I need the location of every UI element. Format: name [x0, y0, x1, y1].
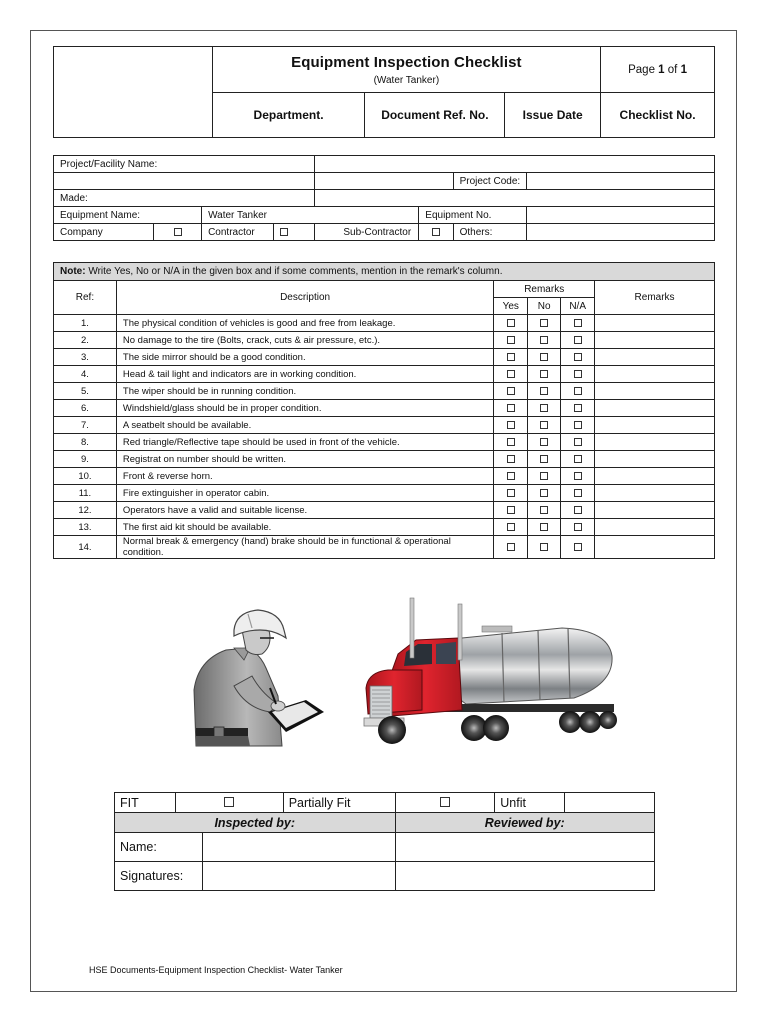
checkbox-icon [507, 438, 515, 446]
na-checkbox[interactable] [561, 468, 595, 485]
row-remarks-field[interactable] [595, 451, 715, 468]
yes-checkbox[interactable] [494, 485, 528, 502]
no-checkbox[interactable] [528, 485, 561, 502]
na-checkbox[interactable] [561, 536, 595, 559]
row-description: Normal break & emergency (hand) brake should be in functional & operational condition. [116, 536, 493, 559]
row-remarks-field[interactable] [595, 366, 715, 383]
checklist-row [54, 502, 715, 519]
row-remarks-field[interactable] [595, 383, 715, 400]
name-label: Name: [115, 833, 203, 862]
inspection-checklist-table [53, 262, 715, 559]
partially-fit-label: Partially Fit [283, 793, 395, 813]
yes-checkbox[interactable] [494, 349, 528, 366]
row-remarks-field[interactable] [595, 434, 715, 451]
issue-date-header: Issue Date [505, 93, 601, 138]
equipment-name-value: Water Tanker [202, 207, 419, 224]
checkbox-icon [540, 438, 548, 446]
made-field[interactable] [315, 190, 715, 207]
row-ref: 2. [54, 332, 117, 349]
row-description: Red triangle/Reflective tape should be used in front of the vehicle. [116, 434, 493, 451]
checkbox-icon [540, 489, 548, 497]
row-ref: 3. [54, 349, 117, 366]
project-info-table [53, 155, 715, 241]
checkbox-icon [574, 543, 582, 551]
project-name-field[interactable] [315, 156, 715, 173]
yes-checkbox[interactable] [494, 434, 528, 451]
row-remarks-field[interactable] [595, 315, 715, 332]
project-code-blank [315, 173, 453, 190]
ref-header: Ref: [54, 281, 117, 315]
project-code-field[interactable] [527, 173, 715, 190]
no-checkbox[interactable] [528, 451, 561, 468]
checkbox-icon [540, 353, 548, 361]
document-title: Equipment Inspection Checklist [291, 53, 522, 71]
checkbox-icon [574, 523, 582, 531]
row-ref: 14. [54, 536, 117, 559]
row-description: Operators have a valid and suitable license. [116, 502, 493, 519]
no-checkbox[interactable] [528, 519, 561, 536]
subcontractor-label: Sub-Contractor [315, 224, 419, 241]
no-checkbox[interactable] [528, 400, 561, 417]
checkbox-icon [574, 455, 582, 463]
project-name-label: Project/Facility Name: [54, 156, 315, 173]
yes-checkbox[interactable] [494, 315, 528, 332]
reviewer-name-field[interactable] [395, 833, 655, 862]
made-label: Made: [54, 190, 315, 207]
checkbox-icon [540, 523, 548, 531]
yes-checkbox[interactable] [494, 332, 528, 349]
unfit-label: Unfit [495, 793, 565, 813]
others-field[interactable] [527, 224, 715, 241]
no-checkbox[interactable] [528, 434, 561, 451]
checklist-row [54, 366, 715, 383]
description-header: Description [116, 281, 493, 315]
checkbox-icon [574, 404, 582, 412]
row-description: Front & reverse horn. [116, 468, 493, 485]
row-description: Head & tail light and indicators are in working condition. [116, 366, 493, 383]
no-checkbox[interactable] [528, 315, 561, 332]
row-ref: 9. [54, 451, 117, 468]
checkbox-icon [507, 489, 515, 497]
checkbox-icon [507, 387, 515, 395]
checkbox-icon [574, 472, 582, 480]
document-footer: HSE Documents-Equipment Inspection Checklist- Water Tanker [89, 965, 343, 975]
row-remarks-field[interactable] [595, 417, 715, 434]
na-checkbox[interactable] [561, 451, 595, 468]
checklist-row [54, 536, 715, 559]
checkbox-icon [574, 353, 582, 361]
partially-fit-checkbox[interactable] [395, 793, 495, 813]
checkbox-icon [507, 353, 515, 361]
checkbox-icon [574, 438, 582, 446]
na-checkbox[interactable] [561, 315, 595, 332]
project-name-field-2[interactable] [54, 173, 315, 190]
no-checkbox[interactable] [528, 502, 561, 519]
checkbox-icon [540, 421, 548, 429]
row-ref: 7. [54, 417, 117, 434]
row-ref: 11. [54, 485, 117, 502]
signatures-label: Signatures: [115, 862, 203, 891]
row-description: Fire extinguisher in operator cabin. [116, 485, 493, 502]
instruction-note: Note: Write Yes, No or N/A in the given box and if some comments, mention in the remark's column. [54, 263, 715, 281]
checkbox-icon [574, 387, 582, 395]
yes-header: Yes [494, 298, 528, 315]
row-ref: 8. [54, 434, 117, 451]
row-ref: 13. [54, 519, 117, 536]
no-header: No [528, 298, 561, 315]
yes-checkbox[interactable] [494, 366, 528, 383]
row-description: Registrat on number should be written. [116, 451, 493, 468]
na-header: N/A [561, 298, 595, 315]
checkbox-icon [507, 319, 515, 327]
checklist-row [54, 315, 715, 332]
row-remarks-field[interactable] [595, 332, 715, 349]
contractor-label: Contractor [202, 224, 274, 241]
checkbox-icon [574, 370, 582, 378]
checkbox-icon [574, 336, 582, 344]
yes-checkbox[interactable] [494, 519, 528, 536]
checklist-row [54, 349, 715, 366]
row-remarks-field[interactable] [595, 400, 715, 417]
checkbox-icon [574, 421, 582, 429]
row-remarks-field[interactable] [595, 519, 715, 536]
checkbox-icon [507, 404, 515, 412]
na-checkbox[interactable] [561, 332, 595, 349]
na-checkbox[interactable] [561, 434, 595, 451]
yes-checkbox[interactable] [494, 451, 528, 468]
header-table [53, 46, 715, 138]
row-ref: 12. [54, 502, 117, 519]
checklist-row [54, 468, 715, 485]
yes-checkbox[interactable] [494, 400, 528, 417]
checkbox-icon [507, 455, 515, 463]
no-checkbox[interactable] [528, 366, 561, 383]
checklist-row [54, 519, 715, 536]
row-ref: 6. [54, 400, 117, 417]
document-subtitle: (Water Tanker) [373, 74, 440, 86]
title-cell [212, 47, 600, 93]
row-ref: 5. [54, 383, 117, 400]
company-checkbox[interactable] [154, 224, 202, 241]
row-description: The side mirror should be a good condition. [116, 349, 493, 366]
checkbox-icon [540, 370, 548, 378]
inspector-signature-field[interactable] [202, 862, 395, 891]
checkbox-icon [540, 543, 548, 551]
checklist-row [54, 451, 715, 468]
na-checkbox[interactable] [561, 400, 595, 417]
checkbox-icon [507, 506, 515, 514]
checklist-row [54, 434, 715, 451]
checklist-row [54, 485, 715, 502]
row-description: Windshield/glass should be in proper condition. [116, 400, 493, 417]
checkbox-icon [507, 421, 515, 429]
checkbox-icon [540, 336, 548, 344]
row-description: The first aid kit should be available. [116, 519, 493, 536]
na-checkbox[interactable] [561, 417, 595, 434]
yes-checkbox[interactable] [494, 383, 528, 400]
checkbox-icon [507, 472, 515, 480]
fit-label: FIT [115, 793, 176, 813]
yes-checkbox[interactable] [494, 468, 528, 485]
checkbox-icon [507, 543, 515, 551]
checkbox-icon [280, 228, 288, 236]
row-description: The physical condition of vehicles is good and free from leakage. [116, 315, 493, 332]
checkbox-icon [540, 506, 548, 514]
na-checkbox[interactable] [561, 519, 595, 536]
remarks-group-header: Remarks [494, 281, 595, 298]
inspector-name-field[interactable] [202, 833, 395, 862]
checklist-row [54, 400, 715, 417]
unfit-checkbox[interactable] [565, 793, 655, 813]
row-ref: 1. [54, 315, 117, 332]
reviewer-signature-field[interactable] [395, 862, 655, 891]
yes-checkbox[interactable] [494, 502, 528, 519]
checkbox-icon [507, 336, 515, 344]
checklist-row [54, 332, 715, 349]
remarks-header: Remarks [595, 281, 715, 315]
na-checkbox[interactable] [561, 349, 595, 366]
row-description: A seatbelt should be available. [116, 417, 493, 434]
document-ref-header: Document Ref. No. [365, 93, 505, 138]
department-header: Department. [212, 93, 365, 138]
no-checkbox[interactable] [528, 383, 561, 400]
inspector-illustration [186, 608, 326, 750]
no-checkbox[interactable] [528, 417, 561, 434]
yes-checkbox[interactable] [494, 417, 528, 434]
fit-checkbox[interactable] [175, 793, 283, 813]
reviewed-by-header: Reviewed by: [395, 813, 655, 833]
na-checkbox[interactable] [561, 502, 595, 519]
row-remarks-field[interactable] [595, 349, 715, 366]
checkbox-icon [224, 797, 234, 807]
checklist-row [54, 417, 715, 434]
no-checkbox[interactable] [528, 468, 561, 485]
row-remarks-field[interactable] [595, 536, 715, 559]
equipment-no-field[interactable] [527, 207, 715, 224]
checkbox-icon [540, 319, 548, 327]
checkbox-icon [540, 387, 548, 395]
water-tanker-truck-illustration [362, 592, 618, 762]
result-signoff-table [114, 792, 655, 891]
row-remarks-field[interactable] [595, 485, 715, 502]
no-checkbox[interactable] [528, 536, 561, 559]
checklist-row [54, 383, 715, 400]
no-checkbox[interactable] [528, 332, 561, 349]
no-checkbox[interactable] [528, 349, 561, 366]
checkbox-icon [440, 797, 450, 807]
inspected-by-header: Inspected by: [115, 813, 396, 833]
page-number: Page 1 of 1 [601, 47, 715, 93]
checklist-no-header: Checklist No. [601, 93, 715, 138]
checkbox-icon [574, 506, 582, 514]
equipment-no-label: Equipment No. [419, 207, 527, 224]
na-checkbox[interactable] [561, 366, 595, 383]
row-description: No damage to the tire (Bolts, crack, cuts & air pressure, etc.). [116, 332, 493, 349]
row-ref: 10. [54, 468, 117, 485]
na-checkbox[interactable] [561, 485, 595, 502]
row-remarks-field[interactable] [595, 468, 715, 485]
checkbox-icon [507, 523, 515, 531]
row-remarks-field[interactable] [595, 502, 715, 519]
checkbox-icon [507, 370, 515, 378]
checkbox-icon [540, 404, 548, 412]
yes-checkbox[interactable] [494, 536, 528, 559]
checkbox-icon [574, 319, 582, 327]
company-label: Company [54, 224, 154, 241]
checkbox-icon [540, 455, 548, 463]
checkbox-icon [174, 228, 182, 236]
checkbox-icon [574, 489, 582, 497]
others-label: Others: [453, 224, 527, 241]
na-checkbox[interactable] [561, 383, 595, 400]
row-ref: 4. [54, 366, 117, 383]
subcontractor-checkbox[interactable] [419, 224, 453, 241]
logo-cell [54, 47, 213, 138]
equipment-name-label: Equipment Name: [54, 207, 202, 224]
checkbox-icon [432, 228, 440, 236]
contractor-checkbox[interactable] [274, 224, 315, 241]
checkbox-icon [540, 472, 548, 480]
row-description: The wiper should be in running condition. [116, 383, 493, 400]
project-code-label: Project Code: [453, 173, 527, 190]
